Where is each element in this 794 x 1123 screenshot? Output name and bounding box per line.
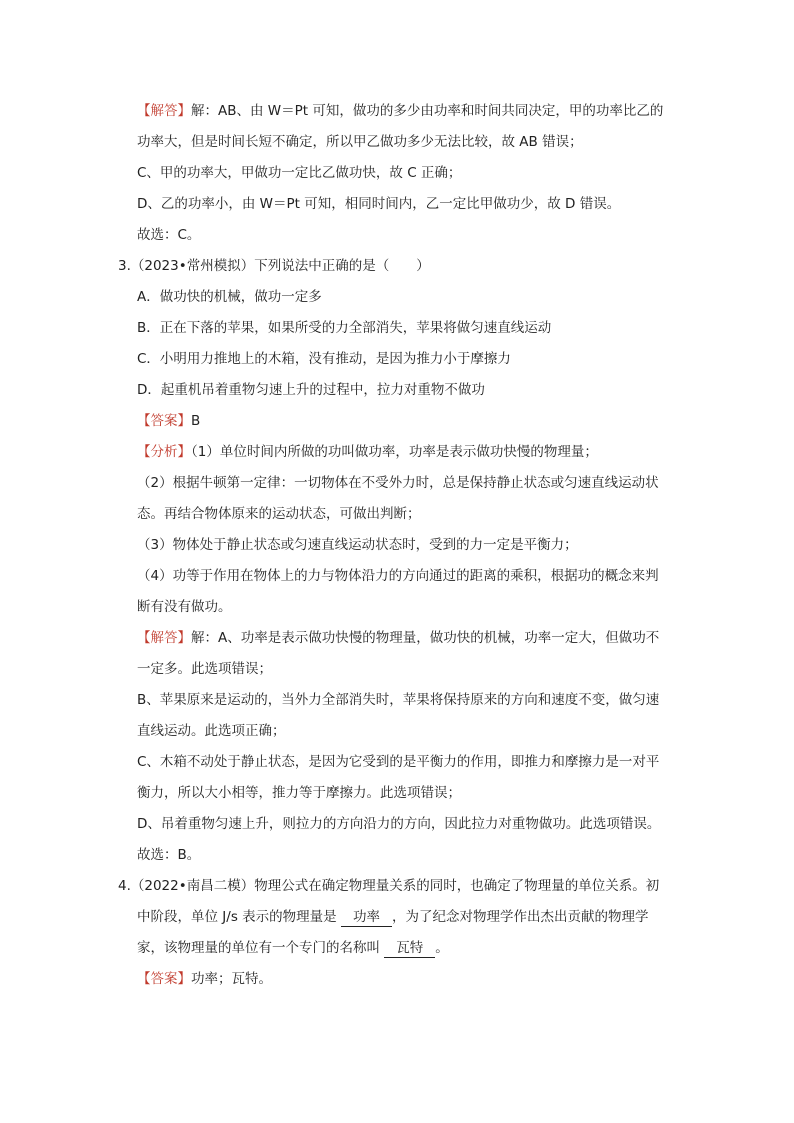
q3-analysis-2a-text: （2）根据牛顿第一定律：一切物体在不受外力时，总是保持静止状态或匀速直线运动状	[137, 475, 659, 491]
q4-stem-2-pre: 中阶段，单位 J/s 表示的物理量是	[137, 909, 337, 925]
solution-tag: 【解答】	[137, 630, 191, 646]
q4-blank-2: 瓦特	[384, 939, 435, 958]
q3-solution-c2	[137, 778, 677, 809]
q3-option-c	[137, 344, 677, 375]
q4-stem-3-post: 。	[435, 940, 449, 956]
answer-tag: 【答案】	[137, 413, 191, 429]
q3-analysis-2a	[137, 468, 677, 499]
q3-solution-d1	[137, 809, 677, 840]
q4-stem-1	[118, 871, 678, 902]
q3-answer-value: B	[191, 413, 201, 429]
q4-stem-3	[137, 933, 677, 964]
solution-tag: 【解答】	[137, 103, 191, 119]
q4-stem-1-text: 4.（2022•南昌二模）物理公式在确定物理量关系的同时，也确定了物理量的单位关系。初	[118, 878, 660, 894]
q2-solution-d	[137, 189, 677, 220]
q3-solution-b1-text: B、苹果原来是运动的，当外力全部消失时，苹果将保持原来的方向和速度不变，做匀速	[137, 692, 660, 708]
q3-option-d	[137, 375, 677, 406]
q3-option-b	[137, 313, 677, 344]
q4-stem-2	[137, 902, 677, 933]
q4-stem-3-pre: 家，该物理量的单位有一个专门的名称叫	[137, 940, 380, 956]
q3-analysis-3	[137, 530, 677, 561]
q4-answer-value: 功率；瓦特。	[191, 971, 272, 987]
q2-solution-text: 解：AB、由 W＝Pt 可知，做功的多少由功率和时间共同决定，甲的功率比乙的	[191, 103, 664, 119]
q3-solution-c2-text: 衡力，所以大小相等，推力等于摩擦力。此选项错误；	[137, 785, 461, 801]
answer-tag: 【答案】	[137, 971, 191, 987]
q2-solution-c-text: C、甲的功率大，甲做功一定比乙做功快，故 C 正确；	[137, 165, 462, 181]
q3-analysis-4a	[137, 561, 677, 592]
q3-option-b-text: B．正在下落的苹果，如果所受的力全部消失，苹果将做匀速直线运动	[137, 320, 552, 336]
q3-option-c-text: C．小明用力推地上的木箱，没有推动，是因为推力小于摩擦力	[137, 351, 511, 367]
q3-analysis-4b	[137, 592, 677, 623]
q3-solution-b1	[137, 685, 677, 716]
q3-solution-d1-text: D、吊着重物匀速上升，则拉力的方向沿力的方向，因此拉力对重物做功。此选项错误。	[137, 816, 661, 832]
q3-final-choice-text: 故选：B。	[137, 847, 201, 863]
q3-solution-a2-text: 一定多。此选项错误；	[137, 661, 272, 677]
q3-analysis-3-text: （3）物体处于静止状态或匀速直线运动状态时，受到的力一定是平衡力；	[137, 537, 578, 553]
q3-option-a	[137, 282, 677, 313]
q3-solution-b2-text: 直线运动。此选项正确；	[137, 723, 286, 739]
q2-solution-text-2: 功率大，但是时间长短不确定，所以甲乙做功多少无法比较，故 AB 错误；	[137, 134, 583, 150]
q3-solution-b2	[137, 716, 677, 747]
q2-final-choice-text: 故选：C。	[137, 227, 201, 243]
analysis-tag: 【分析】	[137, 444, 191, 460]
q2-solution-c	[137, 158, 677, 189]
q3-solution-c1	[137, 747, 677, 778]
q3-analysis-2b	[137, 499, 677, 530]
q2-solution-d-text: D、乙的功率小，由 W＝Pt 可知，相同时间内，乙一定比甲做功少，故 D 错误。	[137, 196, 621, 212]
q3-analysis-4b-text: 断有没有做功。	[137, 599, 232, 615]
q3-stem	[118, 251, 678, 282]
q2-solution-line-2	[137, 127, 677, 158]
q3-solution-a1	[137, 623, 677, 654]
q3-answer	[137, 406, 677, 437]
q3-solution-a2	[137, 654, 677, 685]
q3-solution-c1-text: C、木箱不动处于静止状态，是因为它受到的是平衡力的作用，即推力和摩擦力是一对平	[137, 754, 660, 770]
q3-option-d-text: D．起重机吊着重物匀速上升的过程中，拉力对重物不做功	[137, 382, 485, 398]
q3-analysis-1-text: （1）单位时间内所做的功叫做功率，功率是表示做功快慢的物理量；	[191, 444, 598, 460]
q3-final-choice	[137, 840, 677, 871]
q3-analysis-2b-text: 态。再结合物体原来的运动状态，可做出判断；	[137, 506, 421, 522]
q2-solution-line-1	[137, 96, 677, 127]
q4-answer	[137, 964, 677, 995]
q4-stem-2-post: ，为了纪念对物理学作出杰出贡献的物理学	[391, 909, 649, 925]
q3-analysis-1	[137, 437, 677, 468]
q3-analysis-4a-text: （4）功等于作用在物体上的力与物体沿力的方向通过的距离的乘积，根据功的概念来判	[137, 568, 659, 584]
q2-final-choice	[137, 220, 677, 251]
q3-option-a-text: A．做功快的机械，做功一定多	[137, 289, 322, 305]
q3-stem-text: 3.（2023•常州模拟）下列说法中正确的是（ ）	[118, 258, 430, 274]
q3-solution-a1-text: 解：A、功率是表示做功快慢的物理量，做功快的机械，功率一定大，但做功不	[191, 630, 660, 646]
q4-blank-1: 功率	[341, 908, 392, 927]
